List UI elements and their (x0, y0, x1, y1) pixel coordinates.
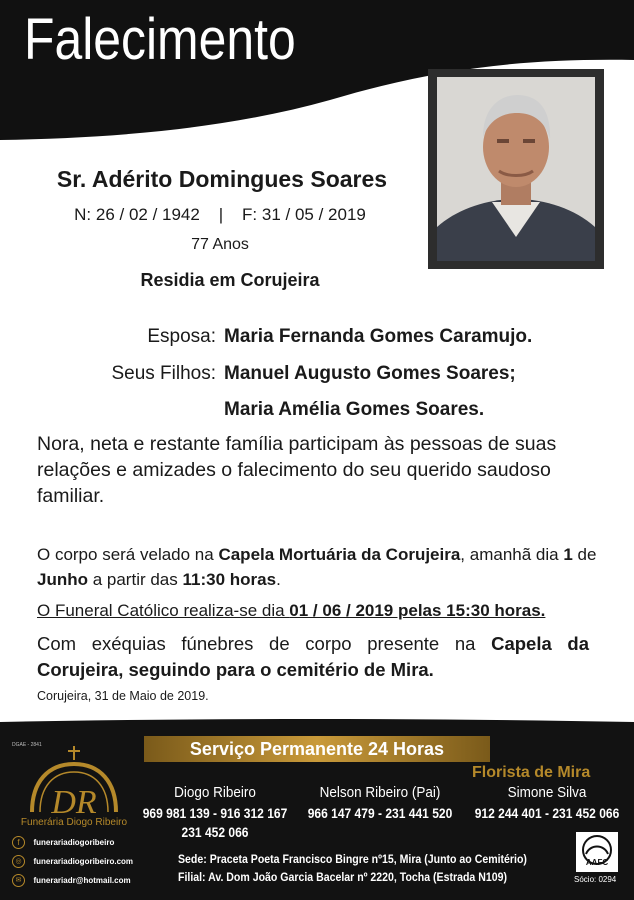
contact-name: Nelson Ribeiro (Pai) (319, 784, 441, 801)
service-banner: Serviço Permanente 24 Horas (189, 739, 445, 759)
globe-icon: ◎ (12, 855, 25, 868)
family-value: Maria Amélia Gomes Soares. (224, 399, 485, 420)
page-title: Falecimento (24, 7, 296, 72)
association-badge (576, 832, 618, 872)
social-item-facebook[interactable] (12, 834, 114, 852)
birth-death-dates: N: 26 / 02 / 1942 | F: 31 / 05 / 2019 (74, 205, 366, 224)
contact-phone-2: 231 452 066 (181, 824, 249, 840)
member-number: Sócio: 0294 (574, 875, 617, 884)
address-headquarters: Sede: Praceta Poeta Francisco Bingre nº15, Mira (Junto ao Cemitério) (178, 852, 527, 866)
logo-name: Funerária Diogo Ribeiro (20, 817, 128, 828)
social-text: funerariadiogoribeiro (33, 838, 115, 848)
service-details: Com exéquias fúnebres de corpo presente na Capela da Corujeira, seguindo para o cemitério de Mira. (37, 633, 589, 680)
florist-brand: Florista de Mira (472, 764, 591, 781)
dateline: Corujeira, 31 de Maio de 2019. (37, 689, 209, 703)
contact-name: Simone Silva (507, 784, 587, 801)
address-branch: Filial: Av. Dom João Garcia Bacelar nº 2220, Tocha (Estrada N109) (178, 870, 507, 884)
contact-phone: 969 981 139 - 916 312 167 (142, 805, 288, 821)
social-item-email[interactable] (12, 872, 131, 890)
family-value: Maria Fernanda Gomes Caramujo. (224, 326, 533, 347)
contact-phone: 966 147 479 - 231 441 520 (307, 805, 453, 821)
wake-details: O corpo será velado na Capela Mortuária da Corujeira, amanhã dia 1 de Junho a partir das 11:30 horas. (37, 545, 597, 589)
email-icon: ✉ (12, 874, 25, 887)
contact-name: Diogo Ribeiro (174, 784, 256, 801)
family-label: Esposa: (147, 326, 216, 347)
residence: Residia em Corujeira (140, 270, 320, 290)
logo-initials: DR (51, 784, 97, 821)
social-item-website[interactable] (12, 853, 133, 871)
facebook-icon: f (12, 836, 25, 849)
family-label: Seus Filhos: (111, 363, 216, 384)
funeral-details: O Funeral Católico realiza-se dia 01 / 06 / 2019 pelas 15:30 horas. (37, 601, 546, 620)
age: 77 Anos (191, 236, 249, 253)
contact-phone: 912 244 401 - 231 452 066 (474, 805, 620, 821)
footer-wave (0, 718, 634, 738)
dgae-code: DGAE - 2841 (12, 742, 42, 748)
deceased-name: Sr. Adérito Domingues Soares (56, 166, 388, 192)
family-value: Manuel Augusto Gomes Soares; (224, 363, 516, 384)
social-text: funerariadiogoribeiro.com (33, 857, 134, 867)
badge-text: AAFC (585, 858, 609, 867)
announcement-text: Nora, neta e restante família participam às pessoas de suas relações e amizades o falecimento do seu querido saudoso familiar. (37, 433, 557, 507)
social-text: funerariadr@hotmail.com (33, 876, 131, 886)
portrait-photo (428, 69, 604, 269)
